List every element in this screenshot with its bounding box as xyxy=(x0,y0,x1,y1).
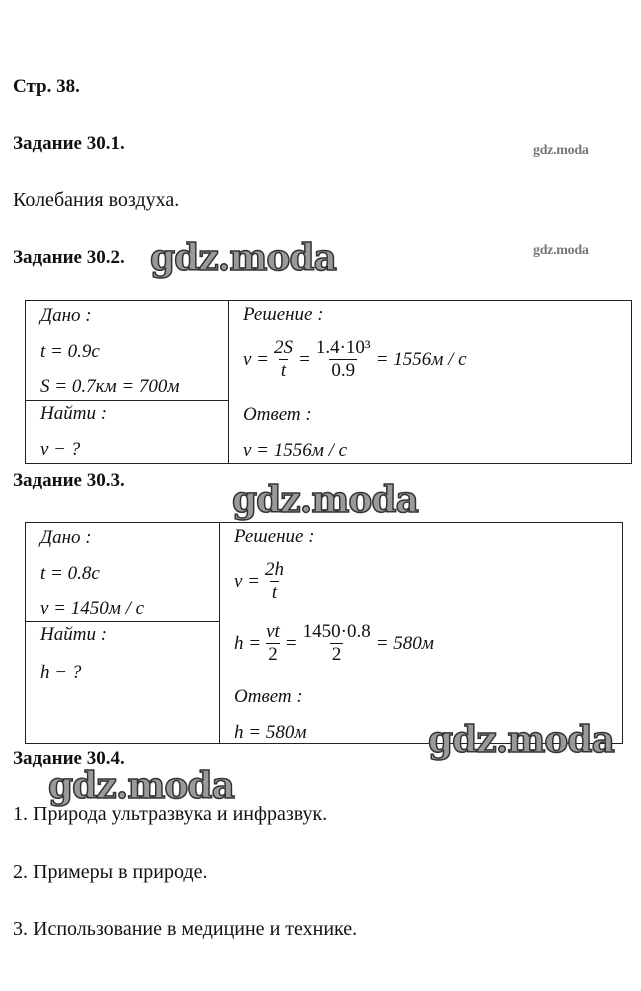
fraction-numerator: 2S xyxy=(274,337,294,358)
task-30-4-title: Задание 30.4. xyxy=(13,748,125,769)
task-30-3-title: Задание 30.3. xyxy=(13,470,125,491)
fraction xyxy=(301,621,373,666)
watermark-small: gdz.moda xyxy=(533,243,589,258)
given-speed: v = 1450м / с xyxy=(40,598,145,619)
page-label: Стр. 38. xyxy=(13,76,80,97)
fraction-denominator: 2 xyxy=(331,644,342,665)
fraction xyxy=(263,559,286,604)
solution-label: Решение : xyxy=(234,526,315,547)
answer-value: v = 1556м / с xyxy=(243,440,348,461)
fraction-numerator: vt xyxy=(266,621,280,642)
task-30-2-title: Задание 30.2. xyxy=(13,247,125,268)
equation-result: = 1556м / с xyxy=(375,348,467,370)
given-distance: S = 0.7км = 700м xyxy=(40,376,180,397)
given-label: Дано : xyxy=(40,305,92,326)
solution-label: Решение : xyxy=(243,304,324,325)
fraction xyxy=(272,337,295,382)
list-item: 1. Природа ультразвука и инфразвук. xyxy=(13,803,328,825)
watermark-big: gdz.moda xyxy=(150,237,336,279)
watermark-big: gdz.moda xyxy=(232,479,418,521)
find-value: h − ? xyxy=(40,662,82,684)
list-item: 2. Примеры в природе. xyxy=(13,861,208,883)
fraction-numerator: 1450·0.8 xyxy=(302,621,371,642)
solution-equation-2: h = $\frac{vt}{2}$ = $\frac{1450\cdot 0.8}{2}$ = 580м xyxy=(234,621,434,665)
task-30-1-title: Задание 30.1. xyxy=(13,133,125,154)
watermark-big: gdz.moda xyxy=(428,719,614,761)
fraction-denominator: t xyxy=(280,360,287,381)
fraction-numerator: 1.4·10³ xyxy=(315,337,371,358)
find-label: Найти : xyxy=(40,624,108,646)
fraction-denominator: 2 xyxy=(268,644,278,665)
list-item: 3. Использование в медицине и технике. xyxy=(13,918,358,940)
watermark-big: gdz.moda xyxy=(48,765,234,807)
solution-equation: v = $\frac{2S}{t}$ = $\frac{\text{1.4·10³}}{0.9}$ = 1556м / с xyxy=(243,337,467,381)
find-value: v − ? xyxy=(40,438,81,460)
fraction xyxy=(314,337,373,382)
task-30-3-table xyxy=(25,522,623,744)
answer-label: Ответ : xyxy=(234,686,303,707)
find-label: Найти : xyxy=(40,402,108,424)
fraction xyxy=(264,621,282,666)
equation-lhs: h = xyxy=(234,632,262,654)
fraction-numerator: 2h xyxy=(265,559,285,580)
fraction-denominator: t xyxy=(271,582,278,603)
task-30-1-answer: Колебания воздуха. xyxy=(13,189,180,211)
solution-equation-1 xyxy=(234,559,289,604)
given-time: t = 0.9c xyxy=(40,341,100,362)
answer-value: h = 580м xyxy=(234,722,307,743)
answer-label: Ответ : xyxy=(243,404,312,425)
watermark-small: gdz.moda xyxy=(533,143,589,158)
fraction-denominator: 0.9 xyxy=(331,360,356,381)
equation-lhs: v = xyxy=(234,570,261,592)
given-label: Дано : xyxy=(40,527,92,548)
equation-result: = 580м xyxy=(375,632,434,654)
given-time: t = 0.8c xyxy=(40,563,100,584)
task-30-2-table xyxy=(25,300,632,464)
equation-lhs: v = xyxy=(243,348,270,370)
